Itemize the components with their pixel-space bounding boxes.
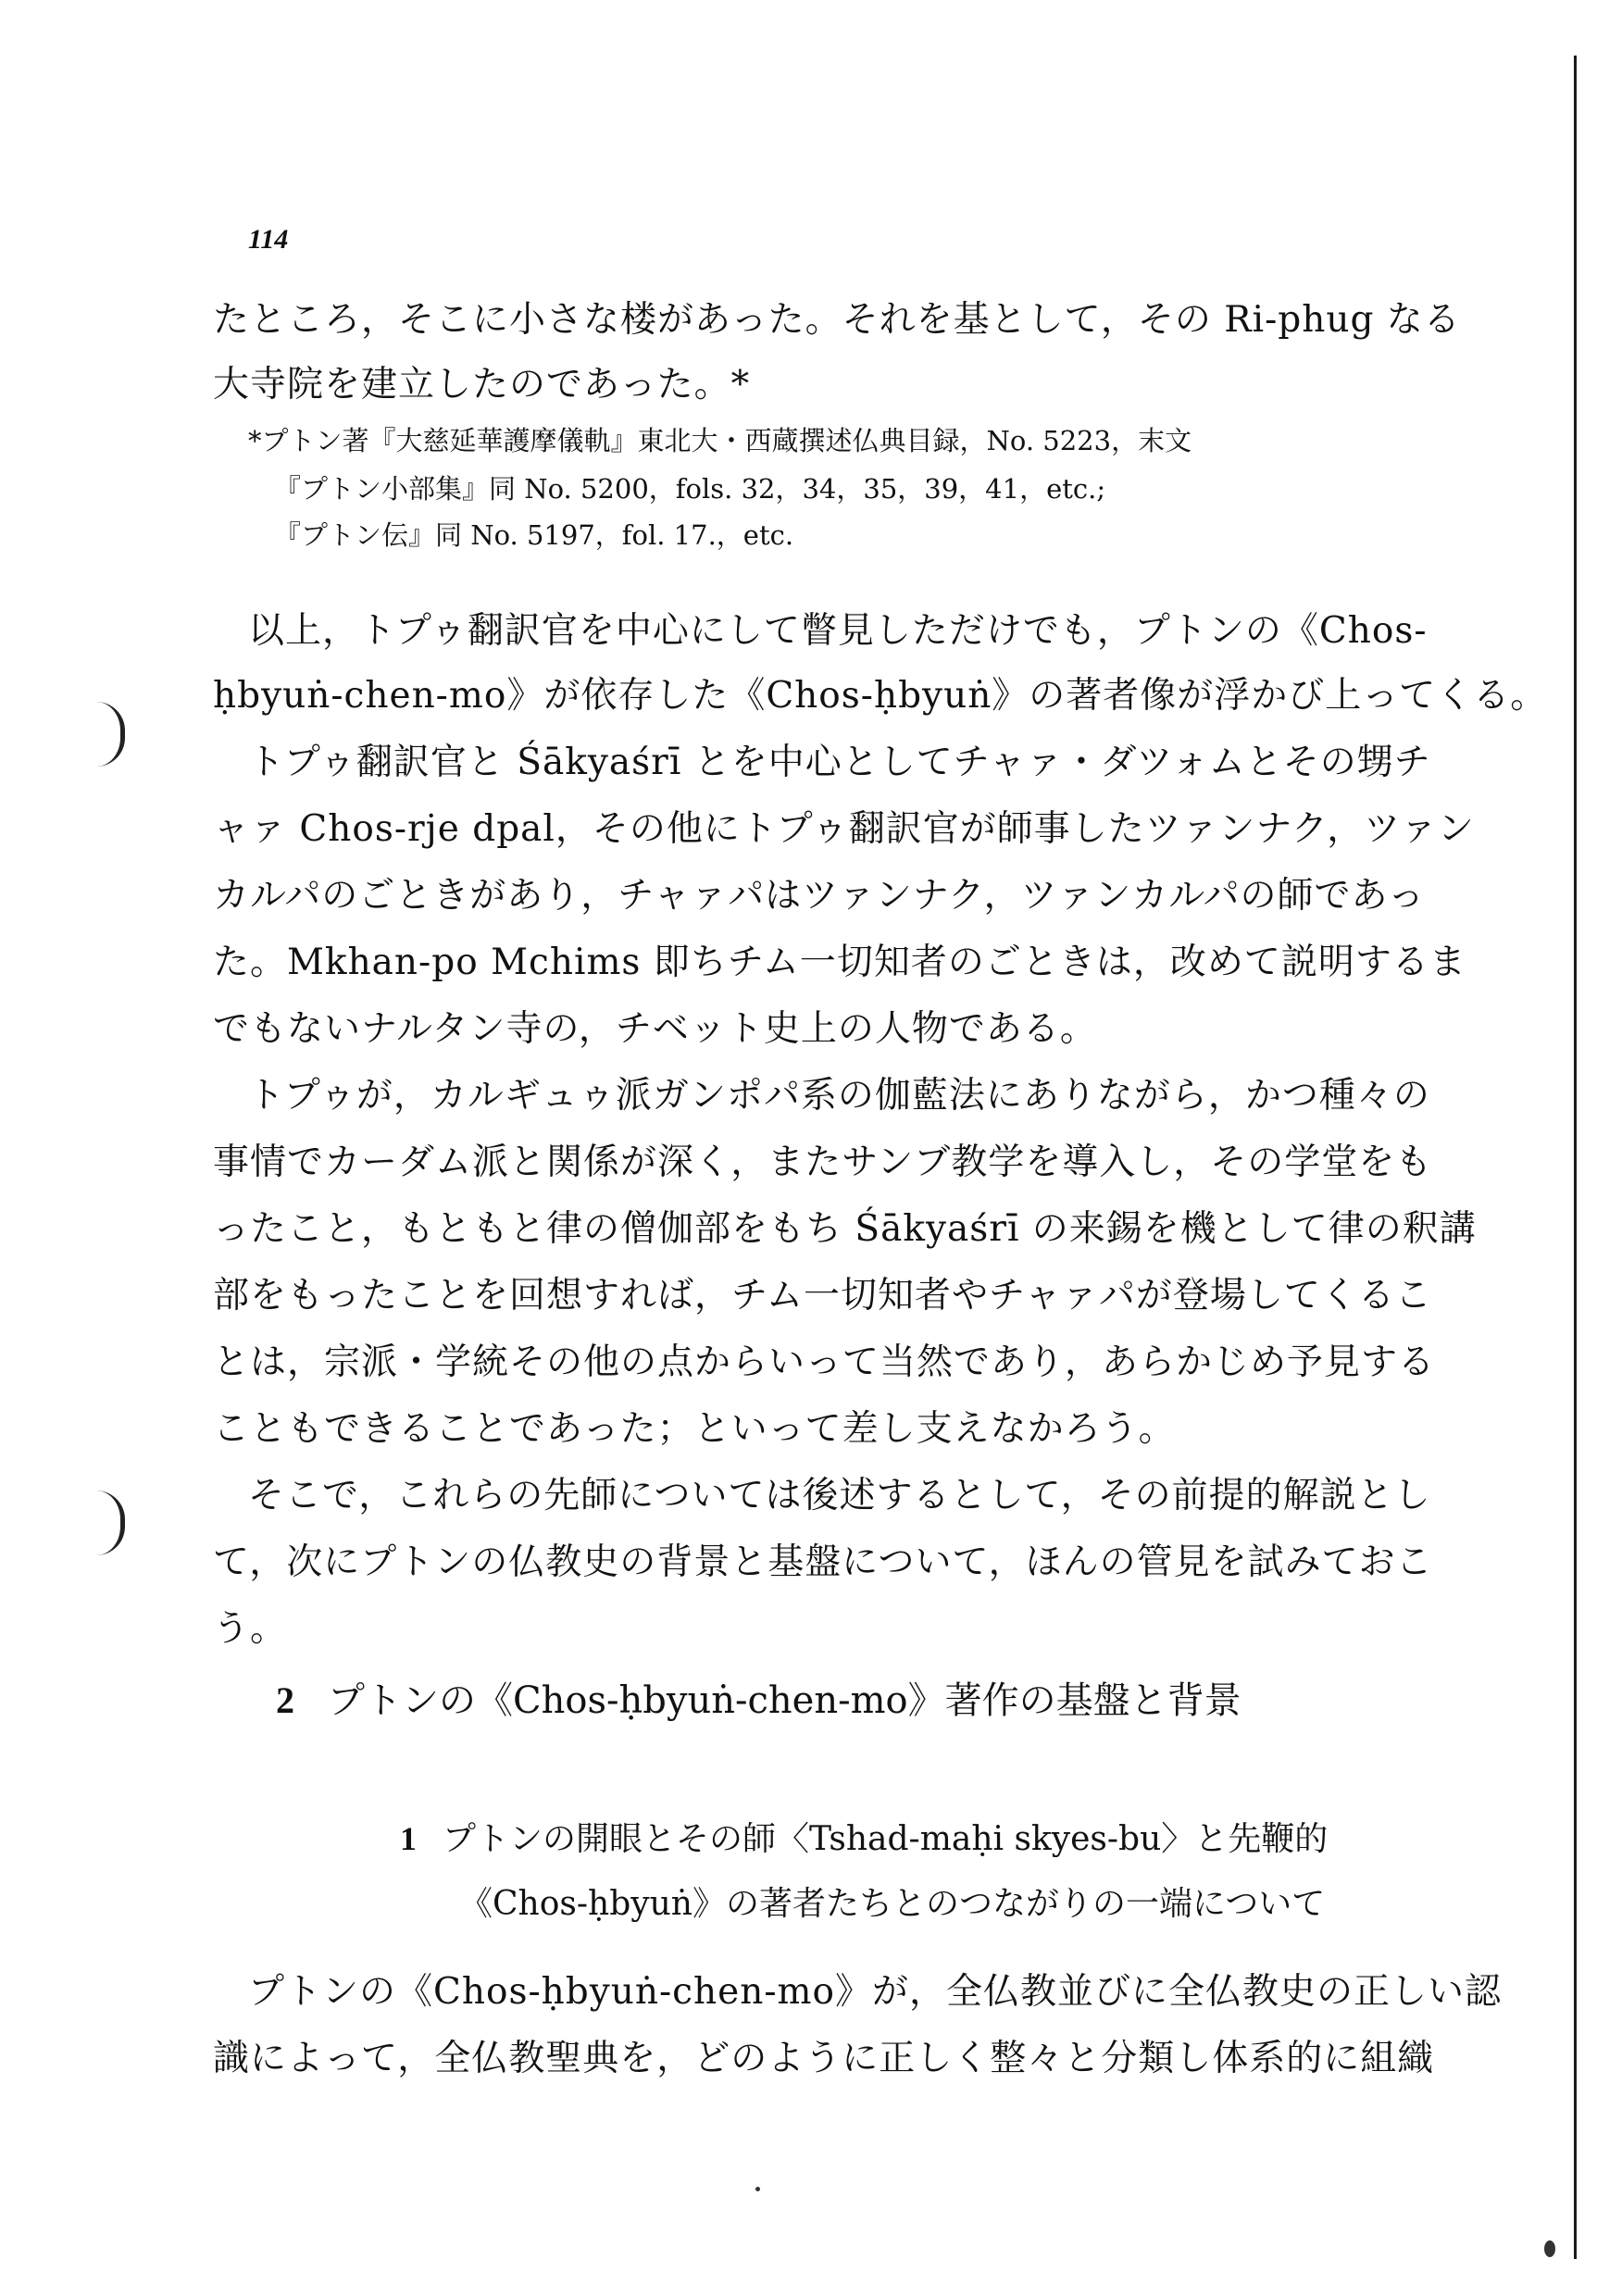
text-line: こともできることであった；といって差し支えなかろう。 bbox=[213, 1408, 1176, 1450]
text-line: ったこと，もともと律の僧伽部をもち Śākyaśrī の来錫を機として律の釈講 bbox=[213, 1208, 1477, 1250]
text-line: て，次にプトンの仏教史の背景と基盤について，ほんの管見を試みておこ bbox=[213, 1541, 1433, 1583]
text-line: 部をもったことを回想すれば，チム一切知者やチャァパが登場してくるこ bbox=[213, 1275, 1432, 1316]
footnote-line: *プトン著『大慈延華護摩儀軌』東北大・西蔵撰述仏典目録，No. 5223，末文 bbox=[248, 425, 1192, 456]
text-line: 識によって，全仏教聖典を，どのように正しく整々と分類し体系的に組織 bbox=[213, 2038, 1435, 2079]
page-edge-rule bbox=[1574, 56, 1577, 2259]
text-line: う。 bbox=[213, 1608, 288, 1650]
text-line: カルパのごときがあり，チャァパはツァンナク，ツァンカルパの師であっ bbox=[213, 875, 1426, 917]
footnote-line: 『プトン小部集』同 No. 5200，fols. 32，34，35，39，41，etc.; bbox=[274, 473, 1106, 505]
binding-mark bbox=[96, 702, 125, 767]
page-number: 114 bbox=[248, 224, 289, 255]
text-line: たところ，そこに小さな楼があった。それを基として，その Ri-phug なる bbox=[213, 299, 1461, 341]
text-line: た。Mkhan-po Mchims 即ちチム一切知者のごときは，改めて説明するま bbox=[213, 942, 1466, 983]
binding-mark bbox=[96, 1491, 125, 1555]
text-line: でもないナルタン寺の，チベット史上の人物である。 bbox=[213, 1008, 1097, 1050]
text-line: プトンの《Chos-ḥbyuṅ-chen-mo》が，全仏教並びに全仏教史の正しい認 bbox=[248, 1971, 1502, 2013]
text-line: ャァ Chos-rje dpal，その他にトプゥ翻訳官が師事したツァンナク，ツァン bbox=[213, 808, 1475, 850]
section-title: プトンの《Chos-ḥbyuṅ-chen-mo》著作の基盤と背景 bbox=[328, 1679, 1241, 1722]
text-line: 大寺院を建立したのであった。* bbox=[213, 364, 751, 406]
text-line: 以上，トプゥ翻訳官を中心にして瞥見しただけでも，プトンの《Chos- bbox=[248, 610, 1428, 652]
ink-speck bbox=[755, 2187, 760, 2191]
text-line: 事情でカーダム派と関係が深く，またサンブ教学を導入し，その学堂をも bbox=[213, 1142, 1433, 1183]
footnote-line: 『プトン伝』同 No. 5197，fol. 17.，etc. bbox=[274, 519, 794, 551]
ink-speck bbox=[1544, 2240, 1555, 2257]
section-heading bbox=[276, 1671, 1241, 1724]
subsection-heading bbox=[400, 1813, 1328, 1860]
text-line: とは，宗派・学統その他の点からいって当然であり，あらかじめ予見する bbox=[213, 1341, 1436, 1383]
subsection-number: 1 bbox=[400, 1820, 417, 1857]
text-line: そこで，これらの先師については後述するとして，その前提的解説とし bbox=[248, 1475, 1431, 1516]
section-number: 2 bbox=[276, 1679, 294, 1721]
subsection-title-line2: 《Chos-ḥbyuṅ》の著者たちとのつながりの一端について bbox=[459, 1885, 1326, 1923]
text-line: ḥbyuṅ-chen-mo》が依存した《Chos-ḥbyuṅ》の著者像が浮かび上ってくる。 bbox=[213, 675, 1548, 717]
text-line: トプゥ翻訳官と Śākyaśrī とを中心としてチャァ・ダツォムとその甥チ bbox=[248, 742, 1431, 783]
subsection-title-line1: プトンの開眼とその師〈Tshad-maḥi skyes-bu〉と先鞭的 bbox=[443, 1820, 1329, 1858]
text-line: トプゥが，カルギュゥ派ガンポパ系の伽藍法にありながら，かつ種々の bbox=[248, 1075, 1430, 1117]
